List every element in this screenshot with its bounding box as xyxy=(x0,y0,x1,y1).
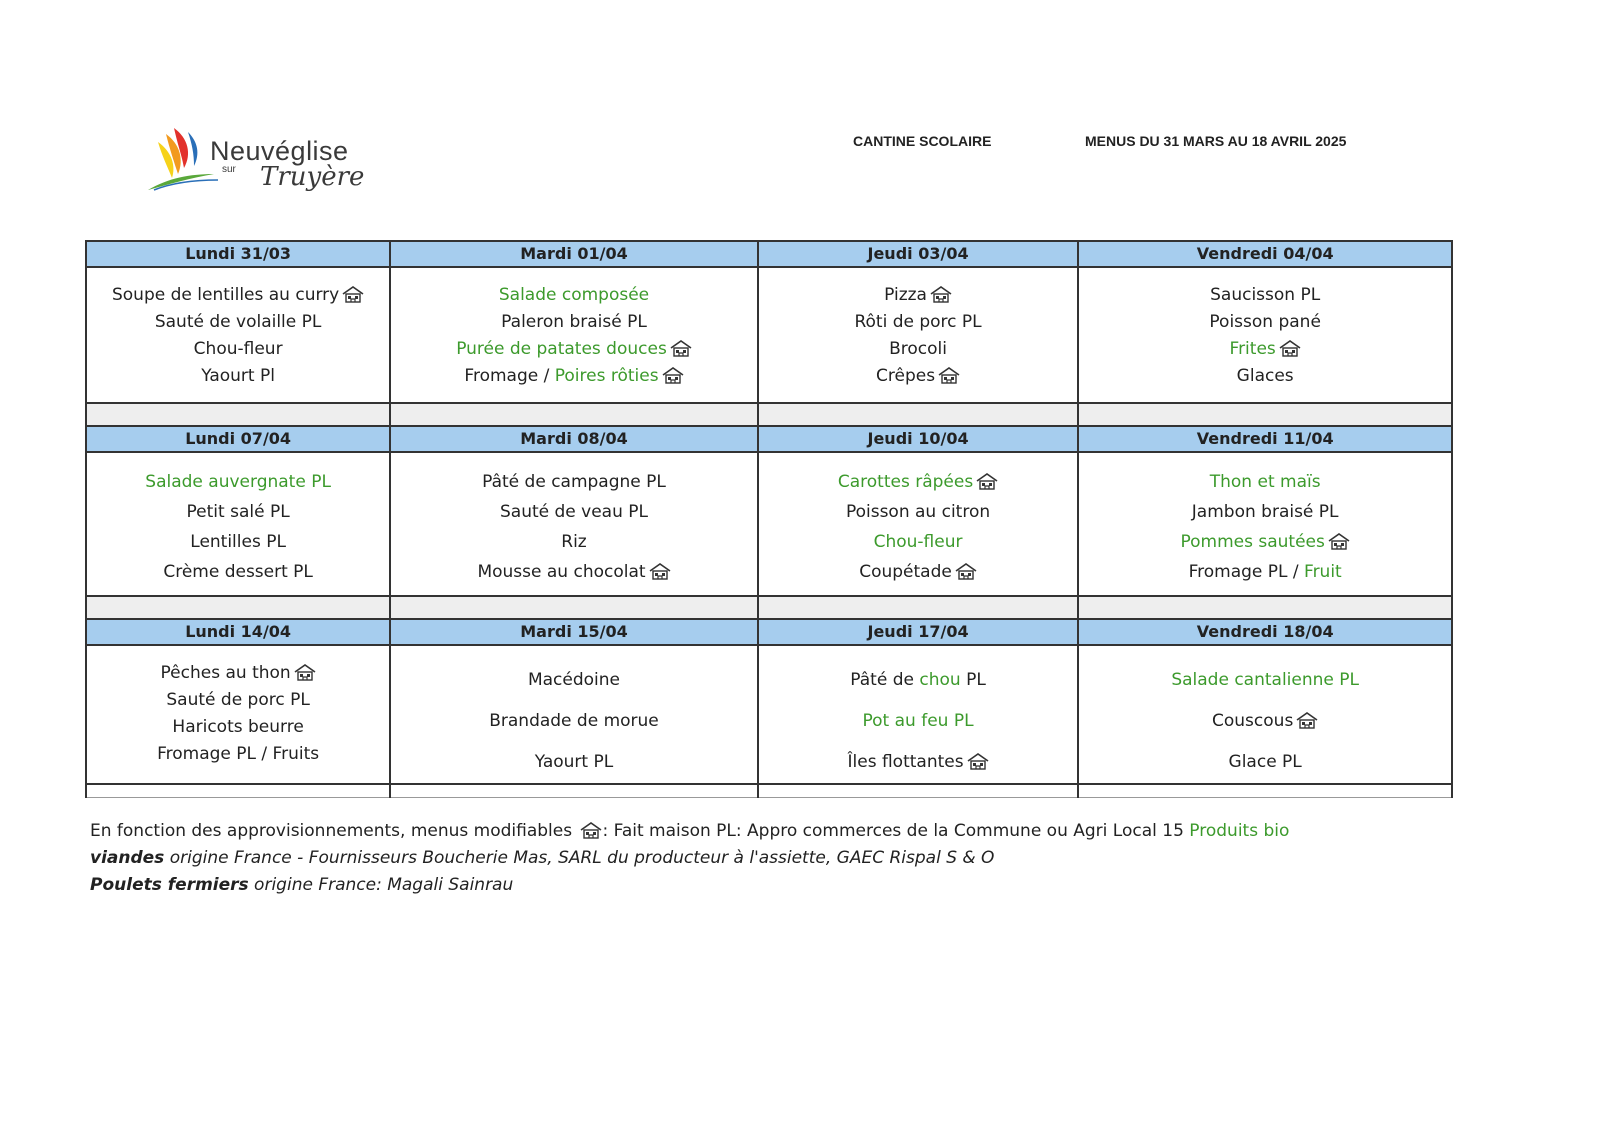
dish-item xyxy=(391,282,757,309)
dish-text: Soupe de lentilles au curry xyxy=(111,285,340,305)
day-header: Lundi 31/03 xyxy=(86,241,390,267)
dish-item xyxy=(759,742,1078,783)
dish-text: Jambon braisé PL xyxy=(1191,502,1339,522)
day-header: Mardi 01/04 xyxy=(390,241,758,267)
fait-maison-house-icon xyxy=(294,663,316,681)
dish-text: Glace PL xyxy=(1228,752,1302,772)
day-menu-cell xyxy=(86,267,390,403)
spacer-row xyxy=(86,596,1452,619)
day-header: Vendredi 18/04 xyxy=(1078,619,1452,645)
dish-text-organic: Salade composée xyxy=(498,285,650,305)
footer-line-3 xyxy=(90,872,1289,899)
fait-maison-house-icon xyxy=(976,472,998,490)
dish-item xyxy=(1079,336,1451,363)
dish-item xyxy=(759,467,1078,497)
dish-text: Poisson pané xyxy=(1209,312,1321,332)
dish-item xyxy=(1079,467,1451,497)
menu-row xyxy=(86,267,1452,403)
dish-text: Glaces xyxy=(1236,366,1294,386)
day-menu-cell xyxy=(1078,452,1452,596)
day-menu-cell xyxy=(758,267,1079,403)
dish-item xyxy=(87,497,389,527)
commune-logo xyxy=(148,124,378,206)
dish-text: Pizza xyxy=(884,285,927,305)
dish-text: PL xyxy=(960,670,986,690)
menu-row xyxy=(86,645,1452,784)
day-menu-cell xyxy=(758,645,1079,784)
day-header: Jeudi 03/04 xyxy=(758,241,1079,267)
fait-maison-house-icon xyxy=(955,562,977,580)
dish-item xyxy=(759,497,1078,527)
spacer-cell xyxy=(86,403,390,426)
day-header: Vendredi 04/04 xyxy=(1078,241,1452,267)
fait-maison-house-icon xyxy=(967,752,989,770)
dish-text: Couscous xyxy=(1212,711,1294,731)
footer-text: origine France: Magali Sainrau xyxy=(248,875,514,895)
fait-maison-house-icon xyxy=(1279,339,1301,357)
day-menu-cell xyxy=(390,452,758,596)
spacer-cell xyxy=(758,403,1079,426)
fait-maison-house-icon xyxy=(930,285,952,303)
fait-maison-house-icon xyxy=(662,366,684,384)
dish-text: Paleron braisé PL xyxy=(501,312,647,332)
footer-text: origine France - Fournisseurs Boucherie Mas, SARL du producteur à l'assiette, GAEC Rispal S & O xyxy=(164,848,995,868)
dish-item xyxy=(1079,557,1451,587)
fait-maison-house-icon xyxy=(1328,532,1350,550)
dish-item xyxy=(759,336,1078,363)
menu-row xyxy=(86,452,1452,596)
dish-item xyxy=(87,527,389,557)
footer-bold-label: viandes xyxy=(90,848,165,868)
fait-maison-house-icon xyxy=(1296,711,1318,729)
logo-flame-icon xyxy=(148,124,218,194)
dish-text-organic: Thon et maïs xyxy=(1209,472,1321,492)
dish-text: Crêpes xyxy=(876,366,936,386)
dish-text-organic: Fruit xyxy=(1304,562,1342,582)
footer-bold-label: Poulets fermiers xyxy=(90,875,249,895)
day-menu-cell xyxy=(390,645,758,784)
dish-text: Pâté de campagne PL xyxy=(482,472,666,492)
dish-text-organic: Frites xyxy=(1229,339,1276,359)
day-header: Mardi 15/04 xyxy=(390,619,758,645)
dish-text: Yaourt PL xyxy=(534,752,614,772)
dish-item xyxy=(1079,282,1451,309)
dish-item xyxy=(1079,742,1451,783)
dish-item xyxy=(391,701,757,742)
dish-text: Rôti de porc PL xyxy=(854,312,982,332)
dish-text-organic: chou xyxy=(919,670,961,690)
menu-period: MENUS DU 31 MARS AU 18 AVRIL 2025 xyxy=(1085,133,1347,149)
dish-item xyxy=(759,363,1078,390)
spacer-cell xyxy=(1078,784,1452,798)
footer-organic-label: Produits bio xyxy=(1189,821,1290,841)
dish-item xyxy=(759,701,1078,742)
dish-item xyxy=(391,336,757,363)
dish-text: Fromage PL / Fruits xyxy=(157,744,320,764)
dish-text: Yaourt Pl xyxy=(201,366,275,386)
dish-item xyxy=(1079,497,1451,527)
dish-text: Petit salé PL xyxy=(186,502,290,522)
spacer-cell xyxy=(390,784,758,798)
footer-text: En fonction des approvisionnements, menus modifiables xyxy=(90,821,578,841)
fait-maison-house-icon xyxy=(649,562,671,580)
dish-text: Fromage PL / xyxy=(1188,562,1305,582)
day-menu-cell xyxy=(1078,645,1452,784)
dish-text: Chou-fleur xyxy=(193,339,283,359)
dish-text: Pâté de xyxy=(850,670,920,690)
spacer-cell xyxy=(390,403,758,426)
dish-text: Coupétade xyxy=(859,562,952,582)
spacer-cell xyxy=(390,596,758,619)
dish-text: Saucisson PL xyxy=(1210,285,1321,305)
spacer-cell xyxy=(86,596,390,619)
logo-name: Neuvéglise xyxy=(210,136,349,166)
dish-text-organic: Salade cantalienne PL xyxy=(1171,670,1359,690)
spacer-row xyxy=(86,403,1452,426)
footer-line-2 xyxy=(90,845,1289,872)
logo-sur: sur xyxy=(222,164,236,175)
dish-text-organic: Pot au feu PL xyxy=(862,711,974,731)
dish-text: Îles flottantes xyxy=(847,752,964,772)
logo-place: Truyère xyxy=(260,162,365,192)
fait-maison-house-icon xyxy=(938,366,960,384)
dish-item xyxy=(391,497,757,527)
dish-text: Macédoine xyxy=(527,670,621,690)
dish-text-organic: Pommes sautées xyxy=(1180,532,1325,552)
dish-text: Fromage / xyxy=(464,366,555,386)
dish-item xyxy=(391,527,757,557)
dish-item xyxy=(759,309,1078,336)
day-menu-cell xyxy=(758,452,1079,596)
spacer-cell xyxy=(758,596,1079,619)
dish-text: Haricots beurre xyxy=(172,717,304,737)
day-header: Vendredi 11/04 xyxy=(1078,426,1452,452)
dish-item xyxy=(1079,363,1451,390)
footer-line-1 xyxy=(90,818,1289,845)
dish-text-organic: Purée de patates douces xyxy=(456,339,667,359)
dish-item xyxy=(391,557,757,587)
dish-item xyxy=(87,336,389,363)
day-header-row xyxy=(86,426,1452,452)
dish-item xyxy=(87,282,389,309)
dish-text: Crème dessert PL xyxy=(163,562,313,582)
day-menu-cell xyxy=(1078,267,1452,403)
dish-item xyxy=(1079,527,1451,557)
dish-text: Lentilles PL xyxy=(190,532,286,552)
day-header: Lundi 07/04 xyxy=(86,426,390,452)
section-title: CANTINE SCOLAIRE xyxy=(853,133,992,149)
footer-notes xyxy=(90,818,1289,899)
dish-item xyxy=(391,309,757,336)
dish-item xyxy=(391,467,757,497)
dish-item xyxy=(759,557,1078,587)
dish-item xyxy=(87,363,389,390)
dish-text-organic: Carottes râpées xyxy=(837,472,974,492)
dish-text: Brocoli xyxy=(889,339,947,359)
spacer-cell xyxy=(86,784,390,798)
fait-maison-house-icon xyxy=(670,339,692,357)
spacer-row xyxy=(86,784,1452,798)
dish-item xyxy=(87,741,389,768)
day-header: Jeudi 10/04 xyxy=(758,426,1079,452)
dish-item xyxy=(87,714,389,741)
dish-item xyxy=(759,527,1078,557)
dish-text: Brandade de morue xyxy=(489,711,659,731)
spacer-cell xyxy=(1078,403,1452,426)
dish-text: Poisson au citron xyxy=(845,502,991,522)
dish-text: Pêches au thon xyxy=(160,663,291,683)
dish-item xyxy=(87,557,389,587)
day-header: Mardi 08/04 xyxy=(390,426,758,452)
spacer-cell xyxy=(758,784,1079,798)
day-header-row xyxy=(86,619,1452,645)
dish-item xyxy=(87,660,389,687)
dish-item xyxy=(87,687,389,714)
day-menu-cell xyxy=(86,645,390,784)
dish-text: Sauté de veau PL xyxy=(499,502,648,522)
day-header: Jeudi 17/04 xyxy=(758,619,1079,645)
dish-text-organic: Salade auvergnate PL xyxy=(145,472,331,492)
dish-item xyxy=(87,309,389,336)
dish-item xyxy=(391,660,757,701)
dish-text: Sauté de volaille PL xyxy=(154,312,322,332)
dish-item xyxy=(391,363,757,390)
dish-item xyxy=(391,742,757,783)
day-header-row xyxy=(86,241,1452,267)
day-header: Lundi 14/04 xyxy=(86,619,390,645)
dish-item xyxy=(87,467,389,497)
dish-item xyxy=(759,282,1078,309)
dish-item xyxy=(759,660,1078,701)
dish-text: Riz xyxy=(561,532,587,552)
day-menu-cell xyxy=(86,452,390,596)
spacer-cell xyxy=(1078,596,1452,619)
dish-item xyxy=(1079,660,1451,701)
dish-text: Mousse au chocolat xyxy=(477,562,646,582)
menu-table xyxy=(85,240,1453,798)
footer-text: : Fait maison PL: Appro commerces de la Commune ou Agri Local 15 xyxy=(602,821,1190,841)
fait-maison-house-icon xyxy=(342,285,364,303)
fait-maison-house-icon xyxy=(580,821,602,839)
day-menu-cell xyxy=(390,267,758,403)
dish-text-organic: Poires rôties xyxy=(554,366,659,386)
dish-text: Sauté de porc PL xyxy=(166,690,310,710)
dish-text-organic: Chou-fleur xyxy=(873,532,963,552)
dish-item xyxy=(1079,309,1451,336)
dish-item xyxy=(1079,701,1451,742)
